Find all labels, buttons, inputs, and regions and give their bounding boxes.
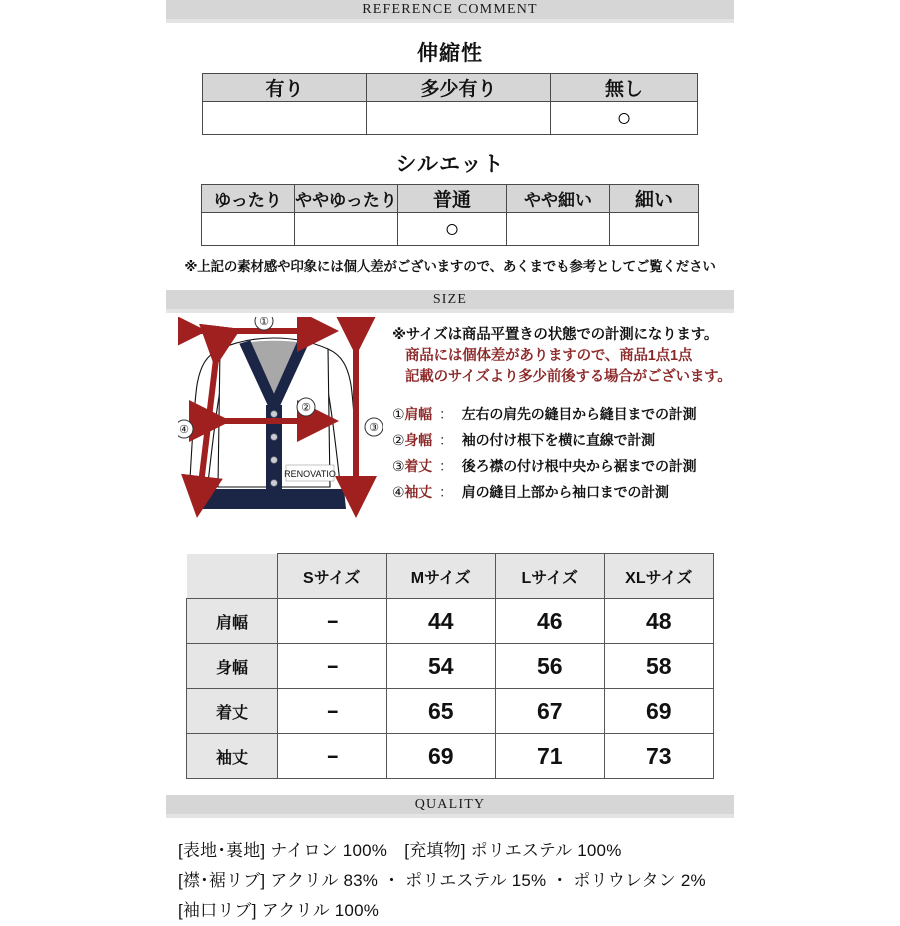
stretch-mark-nashi	[551, 102, 698, 135]
reference-comment-section	[0, 0, 900, 275]
table-row	[187, 734, 714, 779]
cardigan-button	[271, 457, 278, 464]
legend-key-2: 身幅	[404, 432, 432, 448]
legend-number-3: ③	[392, 458, 405, 474]
silhouette-mark-yaya-hosoi	[507, 213, 610, 246]
stretch-mark-nashi-value: ○	[616, 104, 632, 132]
quality-section	[0, 795, 900, 926]
legend-number-4: ④	[392, 484, 405, 500]
legend-item-shoulder	[392, 401, 742, 427]
stretch-heading: 伸縮性	[417, 42, 483, 65]
stretch-table	[202, 73, 698, 135]
size-cell-shoulder-l: 46	[495, 599, 604, 644]
silhouette-option-futsuu: 普通	[398, 185, 507, 213]
size-cell-length-s: --	[277, 689, 386, 734]
size-notes-block	[392, 325, 742, 505]
legend-colon-2: ：	[438, 432, 453, 448]
silhouette-heading: シルエット	[395, 153, 505, 176]
silhouette-header-row	[202, 185, 699, 213]
size-table-col-m: Mサイズ	[386, 554, 495, 599]
legend-key-1: 肩幅	[404, 406, 432, 422]
size-cell-shoulder-s: --	[277, 599, 386, 644]
callout-1-label: ①	[259, 317, 269, 328]
silhouette-option-yaya-hosoi: やや細い	[507, 185, 610, 213]
size-cell-chest-m: 54	[386, 644, 495, 689]
silhouette-mark-futsuu	[398, 213, 507, 246]
silhouette-option-yuttari: ゆったり	[202, 185, 295, 213]
cardigan-button	[271, 411, 278, 418]
callout-2-label: ②	[301, 402, 311, 414]
size-row-label-chest: 身幅	[187, 644, 278, 689]
callout-3-label: ③	[369, 422, 379, 434]
cardigan-hem-band	[202, 489, 346, 509]
size-row-label-length: 着丈	[187, 689, 278, 734]
size-measurement-table	[186, 553, 714, 779]
quality-line-1: [表地･裏地] ナイロン 100% [充填物] ポリエステル 100%	[178, 841, 622, 860]
size-header: SIZE	[166, 290, 734, 313]
legend-key-4: 袖丈	[404, 484, 432, 500]
legend-number-1: ①	[392, 406, 405, 422]
size-cell-sleeve-l: 71	[495, 734, 604, 779]
size-cell-length-xl: 69	[604, 689, 713, 734]
quality-line-3: [袖口リブ] アクリル 100%	[178, 901, 380, 920]
legend-desc-2: 袖の付け根下を横に直線で計測	[461, 432, 655, 448]
table-row	[187, 689, 714, 734]
size-note-line-3: 記載のサイズより多少前後する場合がございます。	[405, 369, 732, 385]
legend-colon-3: ：	[438, 458, 453, 474]
legend-key-3: 着丈	[404, 458, 432, 474]
silhouette-table	[201, 184, 699, 246]
size-section	[0, 290, 900, 779]
stretch-option-tashou-ari: 多少有り	[367, 74, 551, 102]
size-cell-chest-xl: 58	[604, 644, 713, 689]
measurement-legend	[392, 401, 742, 505]
size-table-col-l: Lサイズ	[495, 554, 604, 599]
legend-item-length	[392, 453, 742, 479]
callout-4-label: ④	[179, 424, 189, 436]
size-cell-sleeve-xl: 73	[604, 734, 713, 779]
table-row	[187, 599, 714, 644]
legend-item-sleeve	[392, 479, 742, 505]
size-body	[0, 313, 900, 553]
size-cell-chest-s: --	[277, 644, 386, 689]
legend-number-2: ②	[392, 432, 405, 448]
stretch-mark-tashou-ari	[367, 102, 551, 135]
silhouette-mark-yaya-yuttari	[295, 213, 398, 246]
size-note-line-1: ※サイズは商品平置きの状態での計測になります。	[392, 327, 719, 343]
size-cell-shoulder-xl: 48	[604, 599, 713, 644]
quality-content	[166, 818, 734, 926]
size-row-label-sleeve: 袖丈	[187, 734, 278, 779]
reference-comment-header: REFERENCE COMMENT	[166, 0, 734, 23]
stretch-option-ari: 有り	[203, 74, 367, 102]
legend-colon-4: ：	[438, 484, 453, 500]
size-table-corner	[187, 554, 278, 599]
quality-header: QUALITY	[166, 795, 734, 818]
size-cell-chest-l: 56	[495, 644, 604, 689]
silhouette-option-yaya-yuttari: ややゆったり	[295, 185, 398, 213]
brand-label-text: RENOVATIO	[284, 469, 336, 479]
silhouette-option-hosoi: 細い	[610, 185, 699, 213]
cardigan-diagram	[178, 317, 383, 542]
legend-desc-3: 後ろ襟の付け根中央から裾までの計測	[461, 458, 697, 474]
silhouette-mark-hosoi	[610, 213, 699, 246]
quality-line-2: [襟･裾リブ] アクリル 83% ・ ポリエステル 15% ・ ポリウレタン 2%	[178, 871, 706, 890]
cardigan-button	[271, 480, 278, 487]
size-table-col-xl: XLサイズ	[604, 554, 713, 599]
table-row	[187, 644, 714, 689]
size-note-line-2: 商品には個体差がありますので、商品1点1点	[405, 348, 693, 364]
stretch-header-row	[203, 74, 698, 102]
legend-desc-4: 肩の縫目上部から袖口までの計測	[461, 484, 669, 500]
reference-disclaimer: ※上記の素材感や印象には個人差がございますので、あくまでも参考としてご覧ください	[184, 259, 716, 274]
stretch-mark-ari	[203, 102, 367, 135]
size-cell-length-l: 67	[495, 689, 604, 734]
cardigan-button	[271, 434, 278, 441]
stretch-value-row	[203, 102, 698, 135]
size-row-label-shoulder: 肩幅	[187, 599, 278, 644]
silhouette-mark-yuttari	[202, 213, 295, 246]
size-table-col-s: Sサイズ	[277, 554, 386, 599]
legend-desc-1: 左右の肩先の縫目から縫目までの計測	[461, 406, 697, 422]
legend-item-chest	[392, 427, 742, 453]
size-cell-sleeve-m: 69	[386, 734, 495, 779]
legend-colon-1: ：	[438, 406, 453, 422]
silhouette-value-row	[202, 213, 699, 246]
stretch-option-nashi: 無し	[551, 74, 698, 102]
size-cell-sleeve-s: --	[277, 734, 386, 779]
size-cell-shoulder-m: 44	[386, 599, 495, 644]
size-table-header-row	[187, 554, 714, 599]
size-cell-length-m: 65	[386, 689, 495, 734]
silhouette-mark-futsuu-value: ○	[444, 215, 460, 243]
